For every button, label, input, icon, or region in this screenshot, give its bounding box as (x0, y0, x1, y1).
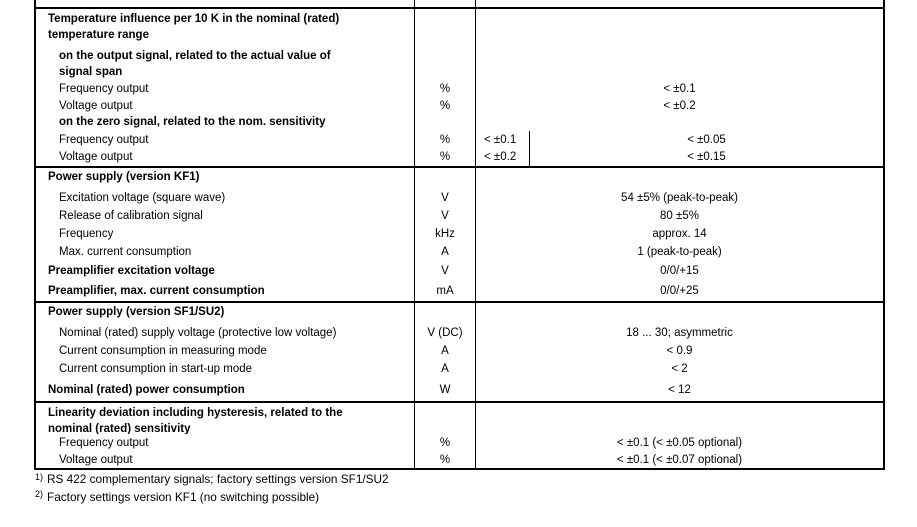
row-label-line: Preamplifier, max. current consumption (48, 284, 265, 297)
row-label-line: temperature range (48, 29, 149, 41)
unit-text: A (441, 363, 449, 375)
unit-text: % (439, 99, 451, 112)
row-label-line: on the output signal, related to the actual value of (59, 50, 331, 62)
row-label-line: Nominal (rated) power consumption (48, 383, 245, 396)
clipped-value-cell (476, 0, 883, 7)
spec-row (36, 360, 883, 378)
row-label-line: Frequency output (59, 437, 149, 449)
row-label (36, 261, 415, 280)
unit-text: W (439, 383, 451, 396)
row-label (36, 168, 415, 189)
row-label-line: Preamplifier excitation voltage (48, 264, 215, 277)
row-label-line: Voltage output (59, 454, 133, 466)
unit-text: % (439, 454, 451, 466)
unit-cell (415, 378, 476, 401)
row-label-line: on the zero signal, related to the nom. sensitivity (59, 115, 326, 128)
value-cell (476, 131, 883, 148)
value-cell (476, 9, 883, 47)
unit-cell (415, 243, 476, 261)
value-cell (476, 114, 883, 131)
footnotes (35, 471, 389, 506)
spec-row (36, 261, 883, 280)
value-text: approx. 14 (652, 228, 707, 240)
row-label-line: signal span (59, 65, 123, 78)
spec-row (36, 148, 883, 166)
row-label-line: nominal (rated) sensitivity (48, 423, 191, 434)
table-sections (36, 7, 883, 468)
unit-cell (415, 114, 476, 131)
row-label (36, 324, 415, 342)
row-label-line: Excitation voltage (square wave) (59, 192, 226, 204)
value-text: < ±0.1 (663, 82, 696, 95)
row-label (36, 131, 415, 148)
row-label (36, 403, 415, 434)
unit-cell (415, 280, 476, 301)
spec-row (36, 114, 883, 131)
value-text: < 12 (668, 383, 691, 396)
footnote (35, 471, 389, 489)
unit-text: V (441, 210, 449, 222)
spec-row (36, 452, 883, 468)
spec-row (36, 303, 883, 324)
unit-text: A (441, 246, 449, 258)
row-label-line: Power supply (version SF1/SU2) (48, 306, 225, 318)
value-text: 54 ±5% (peak-to-peak) (621, 192, 738, 204)
clipped-row-above (36, 0, 883, 7)
row-label-line: Frequency output (59, 82, 149, 95)
value-cell (476, 168, 883, 189)
clipped-unit-cell (415, 0, 476, 7)
value-cell (476, 189, 883, 207)
value-cell (476, 342, 883, 360)
row-label (36, 80, 415, 97)
value-text: 0/0/+15 (660, 264, 699, 277)
spec-row (36, 378, 883, 401)
value-text: 18 ... 30; asymmetric (626, 327, 733, 339)
value-text: < ±0.1 (< ±0.05 optional) (616, 437, 743, 449)
unit-text: % (439, 82, 451, 95)
spec-row (36, 280, 883, 301)
value-cell (476, 261, 883, 280)
unit-cell (415, 452, 476, 468)
row-label (36, 47, 415, 80)
spec-row (36, 131, 883, 148)
unit-text: V (441, 192, 449, 204)
footnote-text: RS 422 complementary signals; factory settings version SF1/SU2 (47, 472, 389, 486)
unit-cell (415, 168, 476, 189)
value-cell (476, 280, 883, 301)
unit-cell (415, 225, 476, 243)
unit-cell (415, 207, 476, 225)
row-label (36, 452, 415, 468)
spec-row (36, 189, 883, 207)
row-label-line: Linearity deviation including hysteresis, related to the (48, 407, 343, 419)
row-label (36, 243, 415, 261)
table-section (36, 301, 883, 401)
row-label-line: Nominal (rated) supply voltage (protective low voltage) (59, 327, 337, 339)
row-label-line: Frequency (59, 228, 114, 240)
unit-cell (415, 9, 476, 47)
value-text: < ±0.15 (687, 151, 726, 163)
value-text: < 2 (671, 363, 688, 375)
spec-row (36, 207, 883, 225)
unit-cell (415, 80, 476, 97)
row-label (36, 303, 415, 324)
spec-row (36, 243, 883, 261)
value-cell (476, 97, 883, 114)
row-label-line: Frequency output (59, 133, 149, 146)
unit-cell (415, 403, 476, 434)
spec-row (36, 434, 883, 452)
footnote-marker: 1) (35, 471, 44, 482)
unit-text: V (DC) (427, 327, 463, 339)
value-left-text: < ±0.1 (476, 131, 530, 148)
row-label (36, 342, 415, 360)
footnote (35, 489, 389, 507)
spec-row (36, 324, 883, 342)
row-label (36, 280, 415, 301)
spec-row (36, 97, 883, 114)
value-cell (476, 434, 883, 452)
value-text: < 0.9 (666, 345, 693, 357)
value-cell (476, 378, 883, 401)
spec-row (36, 80, 883, 97)
row-label (36, 378, 415, 401)
value-text: < ±0.05 (687, 133, 726, 146)
value-cell (476, 80, 883, 97)
row-label-line: Temperature influence per 10 K in the nominal (rated) (48, 13, 340, 25)
unit-text: mA (436, 284, 454, 297)
unit-text: % (439, 437, 451, 449)
value-cell (476, 148, 883, 166)
clipped-label-cell (36, 0, 415, 7)
value-cell (476, 303, 883, 324)
unit-text: kHz (435, 228, 455, 240)
unit-cell (415, 97, 476, 114)
row-label-line: Release of calibration signal (59, 210, 203, 222)
spec-row (36, 168, 883, 189)
row-label-line: Max. current consumption (59, 246, 192, 258)
unit-cell (415, 360, 476, 378)
unit-text: % (439, 133, 451, 146)
unit-text: % (439, 151, 451, 163)
value-cell (476, 47, 883, 80)
row-label (36, 9, 415, 47)
row-label (36, 434, 415, 452)
row-label (36, 360, 415, 378)
footnote-marker: 2) (35, 489, 44, 499)
unit-cell (415, 47, 476, 80)
unit-cell (415, 189, 476, 207)
unit-cell (415, 434, 476, 452)
row-label-line: Current consumption in start-up mode (59, 363, 253, 375)
unit-text: A (441, 345, 449, 357)
value-cell (476, 324, 883, 342)
row-label-line: Voltage output (59, 99, 133, 112)
value-left-text: < ±0.2 (476, 148, 530, 166)
spec-table (34, 0, 885, 470)
row-label-line: Current consumption in measuring mode (59, 345, 267, 357)
table-section (36, 401, 883, 468)
row-label (36, 225, 415, 243)
value-cell (476, 225, 883, 243)
row-label (36, 114, 415, 131)
table-section (36, 7, 883, 166)
spec-row (36, 342, 883, 360)
spec-row (36, 225, 883, 243)
table-section (36, 166, 883, 301)
spec-row (36, 403, 883, 434)
footnote-text: Factory settings version KF1 (no switching possible) (47, 489, 320, 504)
spec-row (36, 9, 883, 47)
row-label (36, 207, 415, 225)
row-label-line: Power supply (version KF1) (48, 171, 200, 183)
value-cell (476, 207, 883, 225)
unit-cell (415, 342, 476, 360)
unit-cell (415, 303, 476, 324)
unit-cell (415, 148, 476, 166)
unit-text: V (441, 264, 449, 277)
value-cell (476, 243, 883, 261)
value-cell (476, 360, 883, 378)
value-text: < ±0.1 (< ±0.07 optional) (616, 454, 743, 466)
value-cell (476, 403, 883, 434)
row-label (36, 148, 415, 166)
row-label (36, 189, 415, 207)
spec-row (36, 47, 883, 80)
value-text: 1 (peak-to-peak) (637, 246, 722, 258)
unit-cell (415, 261, 476, 280)
row-label-line: Voltage output (59, 151, 133, 163)
unit-cell (415, 324, 476, 342)
row-label (36, 97, 415, 114)
unit-cell (415, 131, 476, 148)
value-text: 80 ±5% (660, 210, 699, 222)
value-text: 0/0/+25 (660, 284, 699, 297)
value-cell (476, 452, 883, 468)
value-text: < ±0.2 (663, 99, 696, 112)
